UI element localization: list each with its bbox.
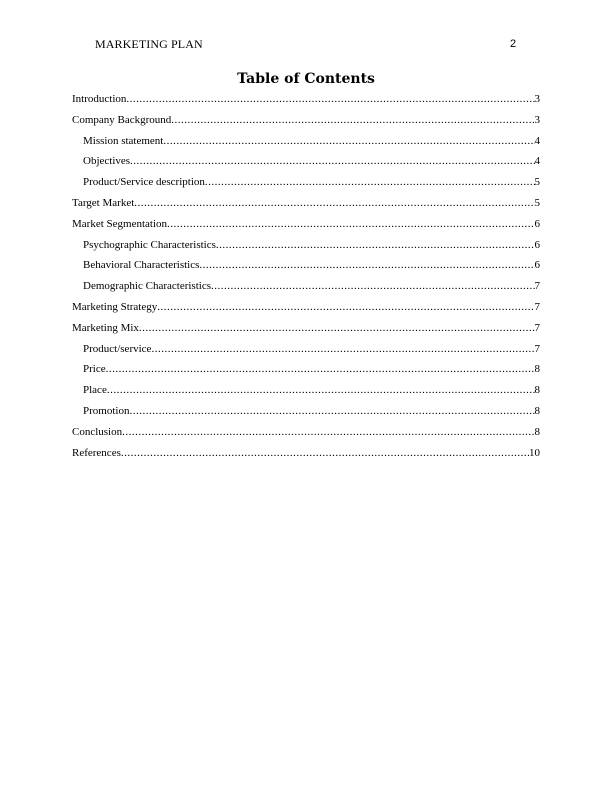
toc-entry-label: Conclusion <box>72 425 123 438</box>
toc-entry-link[interactable] <box>72 193 540 214</box>
toc-dot-leader <box>163 131 534 152</box>
toc-entry-link[interactable] <box>72 380 540 401</box>
toc-entry-label: Product/service <box>83 342 152 355</box>
toc-entry-page-number: 5 <box>534 196 540 209</box>
toc-entry-label: Psychographic Characteristics <box>83 238 216 251</box>
toc-entry-link[interactable] <box>72 89 540 110</box>
toc-dot-leader <box>151 339 534 360</box>
toc-entry-page-number: 8 <box>534 363 540 376</box>
toc-entry-page-number: 4 <box>534 134 540 147</box>
toc-entry-page-number: 6 <box>534 217 540 230</box>
toc-entry-link[interactable] <box>72 422 540 443</box>
toc-entry-label: Introduction <box>72 93 127 105</box>
toc-entry-page-number: 8 <box>534 384 540 397</box>
toc-entry-page-number: 5 <box>534 176 540 189</box>
toc-entry-link[interactable] <box>72 255 540 276</box>
toc-entry-page-number: 3 <box>534 113 540 126</box>
toc-entry-link[interactable] <box>72 172 540 193</box>
toc-entry-link[interactable] <box>72 235 540 256</box>
toc-dot-leader <box>107 380 535 401</box>
page-number: 2 <box>510 38 517 50</box>
toc-entry-page-number: 7 <box>534 321 540 334</box>
toc-dot-leader <box>171 110 534 131</box>
toc-dot-leader <box>106 359 535 380</box>
toc-entry-page-number: 8 <box>534 404 540 417</box>
toc-entry-label: Marketing Mix <box>72 321 139 334</box>
running-head: MARKETING PLAN <box>95 37 203 51</box>
toc-entry-label: Company Background <box>72 113 172 126</box>
toc-entry-page-number: 7 <box>534 300 540 313</box>
toc-entry-page-number: 6 <box>534 259 540 272</box>
toc-dot-leader <box>139 318 535 339</box>
toc-entry-label: Place <box>83 384 107 397</box>
toc-entry-page-number: 6 <box>534 238 540 251</box>
toc-entry-label: Product/Service description <box>83 176 205 189</box>
toc-entry-label: Promotion <box>83 404 130 417</box>
toc-entry-link[interactable] <box>72 110 540 131</box>
toc-dot-leader <box>199 255 534 276</box>
toc-entry-label: Marketing Strategy <box>72 300 158 313</box>
toc-entry-link[interactable] <box>72 214 540 235</box>
toc-entry-page-number: 4 <box>534 155 540 168</box>
toc-entry-link[interactable] <box>72 151 540 172</box>
toc-entry-label: Price <box>83 363 106 376</box>
toc-entry-link[interactable] <box>72 131 540 152</box>
toc-entry-link[interactable] <box>72 443 540 464</box>
toc-dot-leader <box>211 276 535 297</box>
toc-dot-leader <box>205 172 535 193</box>
toc-entry-label: Demographic Characteristics <box>83 280 211 293</box>
toc-list <box>72 89 540 463</box>
toc-entry-link[interactable] <box>72 276 540 297</box>
toc-entry-label: References <box>72 446 121 459</box>
toc-entry-page-number: 8 <box>534 425 540 438</box>
toc-entry-link[interactable] <box>72 297 540 318</box>
toc-entry-label: Mission statement <box>83 134 164 147</box>
toc-entry-link[interactable] <box>72 318 540 339</box>
toc-dot-leader <box>216 235 535 256</box>
toc-entry-page-number: 7 <box>534 280 540 293</box>
toc-dot-leader <box>167 214 534 235</box>
toc-dot-leader <box>126 89 534 110</box>
toc-dot-leader <box>122 422 534 443</box>
toc-entry-label: Behavioral Characteristics <box>83 259 200 272</box>
toc-entry-label: Objectives <box>83 155 131 168</box>
toc-entry-link[interactable] <box>72 401 540 422</box>
toc-entry-label: Market Segmentation <box>72 217 168 230</box>
toc-entry-link[interactable] <box>72 359 540 380</box>
toc-dot-leader <box>134 193 534 214</box>
toc-entry-page-number: 7 <box>534 342 540 355</box>
toc-entry-label: Target Market <box>72 196 135 209</box>
toc-dot-leader <box>121 443 529 464</box>
toc-entry-page-number: 3 <box>534 93 540 105</box>
toc-entry-link[interactable] <box>72 339 540 360</box>
toc-dot-leader <box>129 401 534 422</box>
toc-dot-leader <box>157 297 534 318</box>
toc-dot-leader <box>130 151 534 172</box>
toc-entry-page-number: 10 <box>529 446 540 459</box>
toc-title: Table of Contents <box>237 71 375 87</box>
